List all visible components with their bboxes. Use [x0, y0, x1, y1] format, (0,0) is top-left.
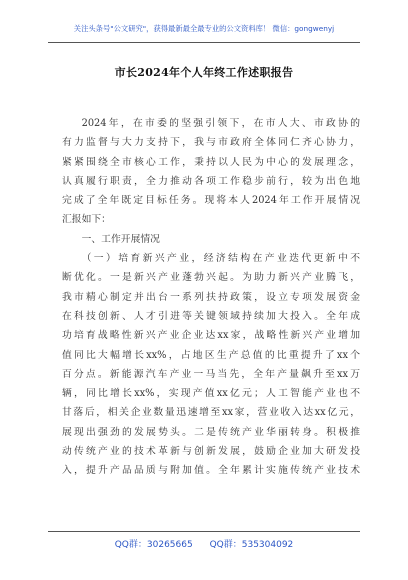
- body-line: 一、工作开展情况: [81, 233, 160, 245]
- body-line: 入，提升产品品质与附加值。全年累计实施传统产业技术: [62, 465, 360, 477]
- body-line: 汇报如下：: [62, 214, 111, 226]
- body-line: 有力监督与大力支持下，我与市政府全体同仁齐心协力，: [62, 137, 360, 149]
- body-line: 动传统产业的技术革新与创新发展，鼓励企业加大研发投: [62, 446, 360, 458]
- body-line: 功培育战略性新兴产业企业达xx家，战略性新兴产业增加: [62, 330, 360, 342]
- body-line: 认真履行职责，全力推动各项工作稳步前行，较为出色地: [62, 175, 360, 187]
- body-line: 我市精心制定并出台一系列扶持政策，设立专项发展资金: [62, 291, 360, 303]
- document-body: [62, 114, 360, 481]
- body-line: 2024年，在市委的坚强引领下，在市人大、市政协的: [81, 118, 360, 129]
- body-line: 甘落后，相关企业数量迅速增至xx家，营业收入达xx亿元，: [62, 407, 360, 419]
- header-divider: [48, 42, 360, 43]
- body-line: 断优化。一是新兴产业蓬勃兴起。为助力新兴产业腾飞，: [62, 272, 360, 284]
- body-line: 紧紧围绕全市核心工作，秉持以人民为中心的发展理念，: [62, 156, 360, 168]
- footer: [0, 537, 408, 550]
- body-line: 百分点。新能源汽车产业一马当先，全年产量飙升至xx万: [62, 368, 360, 380]
- footer-qq-group-2: QQ群：535304092: [209, 540, 294, 550]
- document-title: 市长2024年个人年终工作述职报告: [114, 66, 294, 79]
- header-note: 关注头条号"公文研究"，获得最新最全最专业的公文资料库！ 微信：gongwenyj: [73, 24, 335, 33]
- body-line: 辆，同比增长xx%，实现产值xx亿元；人工智能产业也不: [62, 388, 360, 400]
- body-line: （一）培育新兴产业，经济结构在产业迭代更新中不: [81, 253, 360, 265]
- footer-divider: [48, 531, 360, 532]
- footer-qq-group-1: QQ群：30265665: [114, 540, 193, 550]
- body-line: 展现出强劲的发展势头。二是传统产业华丽转身。积极推: [62, 426, 360, 438]
- body-line: 在科技创新、人才引进等关键领域持续加大投入。全年成: [62, 310, 360, 322]
- body-line: 完成了全年既定目标任务。现将本人2024年工作开展情况: [62, 195, 360, 207]
- body-line: 值同比大幅增长xx%，占地区生产总值的比重提升了xx个: [62, 349, 360, 361]
